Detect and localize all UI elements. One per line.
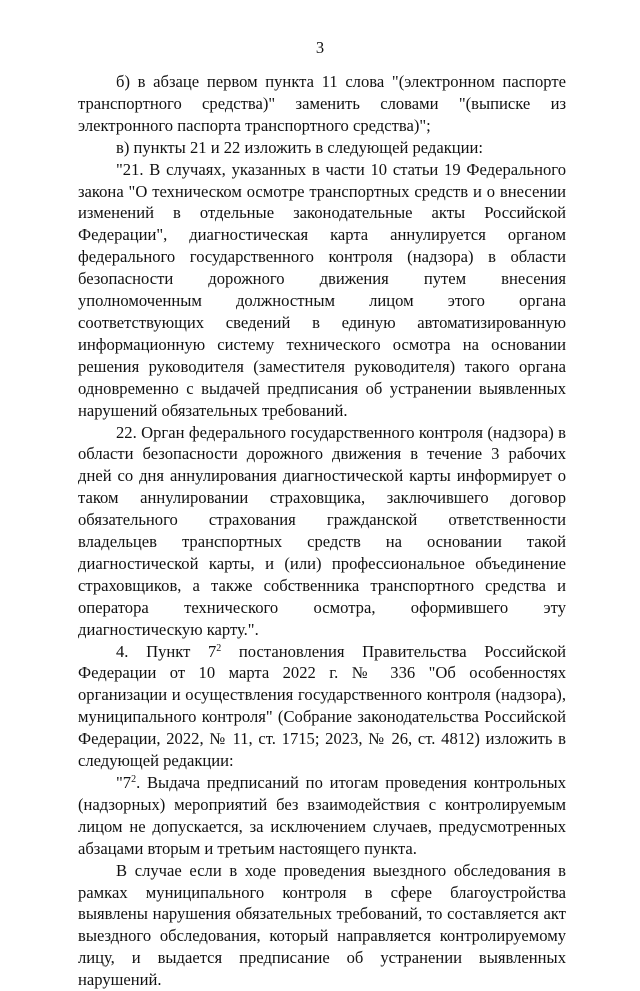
paragraph-point-7-2-lead: "7 bbox=[116, 773, 132, 792]
paragraph-item-4-lead: 4. Пункт 7 bbox=[116, 641, 217, 661]
paragraph-point-21: "21. В случаях, указанных в части 10 статьи 19 Федерального закона "О техническом осмотре транспортных средств и о внесении изменений в отдельные законодательные акты Российской Федерации", диагностическая карта аннулируется органом федерального государственного контроля (надзора) в области безопасности дорожного движения путем внесения уполномоченным должностным лицом этого органа соответствующих сведений в единую автоматизированную информационную систему технического осмотра на основании решения руководителя (заместителя руководителя) такого органа одновременно с выдачей предписания об устранении выявленных нарушений обязательных требований. bbox=[78, 159, 566, 420]
paragraph-point-7-2 bbox=[78, 772, 566, 860]
document-body bbox=[78, 71, 566, 991]
paragraph-item-v: в) пункты 21 и 22 изложить в следующей редакции: bbox=[116, 137, 484, 157]
paragraph-inspection-case: В случае если в ходе проведения выездного обследования в рамках муниципального контроля в сфере благоустройства выявлены нарушения обязательных требований, то составляется акт выездного обследования, который направляется контролируемому лицу, и выдается предписание об устранении выявленных нарушений. bbox=[78, 860, 566, 990]
paragraph-point-22: 22. Орган федерального государственного контроля (надзора) в области безопасности дорожного движения в течение 3 рабочих дней со дня аннулирования диагностической карты информирует о таком аннулировании страховщика, заключившего договор обязательного страхования гражданской ответственности владельцев транспортных средств на основании такой диагностической карты, и (или) профессиональное объединение страховщиков, а также собственника транспортного средства и оператора технического осмотра, оформившего эту диагностическую карту.". bbox=[78, 422, 566, 639]
paragraph-item-4-text: постановления Правительства Российской Федерации от 10 марта 2022 г. № 336 "Об особенностях организации и осуществления государственного контроля (надзора), муниципального контроля" (Собрание законодательства Российской Федерации, 2022, № 11, ст. 1715; 2023, № 26, ст. 4812) изложить в следующей редакции: bbox=[78, 641, 566, 771]
superscript-marker: 2 bbox=[131, 774, 137, 785]
paragraph-item-b: б) в абзаце первом пункта 11 слова "(электронном паспорте транспортного средства)" заменить словами "(выписке из электронного паспорта транспортного средства)"; bbox=[78, 72, 566, 135]
superscript-marker: 2 bbox=[216, 642, 222, 654]
page-number: 3 bbox=[315, 38, 325, 57]
paragraph-point-7-2-text: . Выдача предписаний по итогам проведения контрольных (надзорных) мероприятий без взаимодействия с контролируемым лицом не допускается, за исключением случаев, предусмотренных абзацами вторым и третьим настоящего пункта. bbox=[78, 773, 566, 858]
paragraph-item-4 bbox=[78, 641, 566, 772]
